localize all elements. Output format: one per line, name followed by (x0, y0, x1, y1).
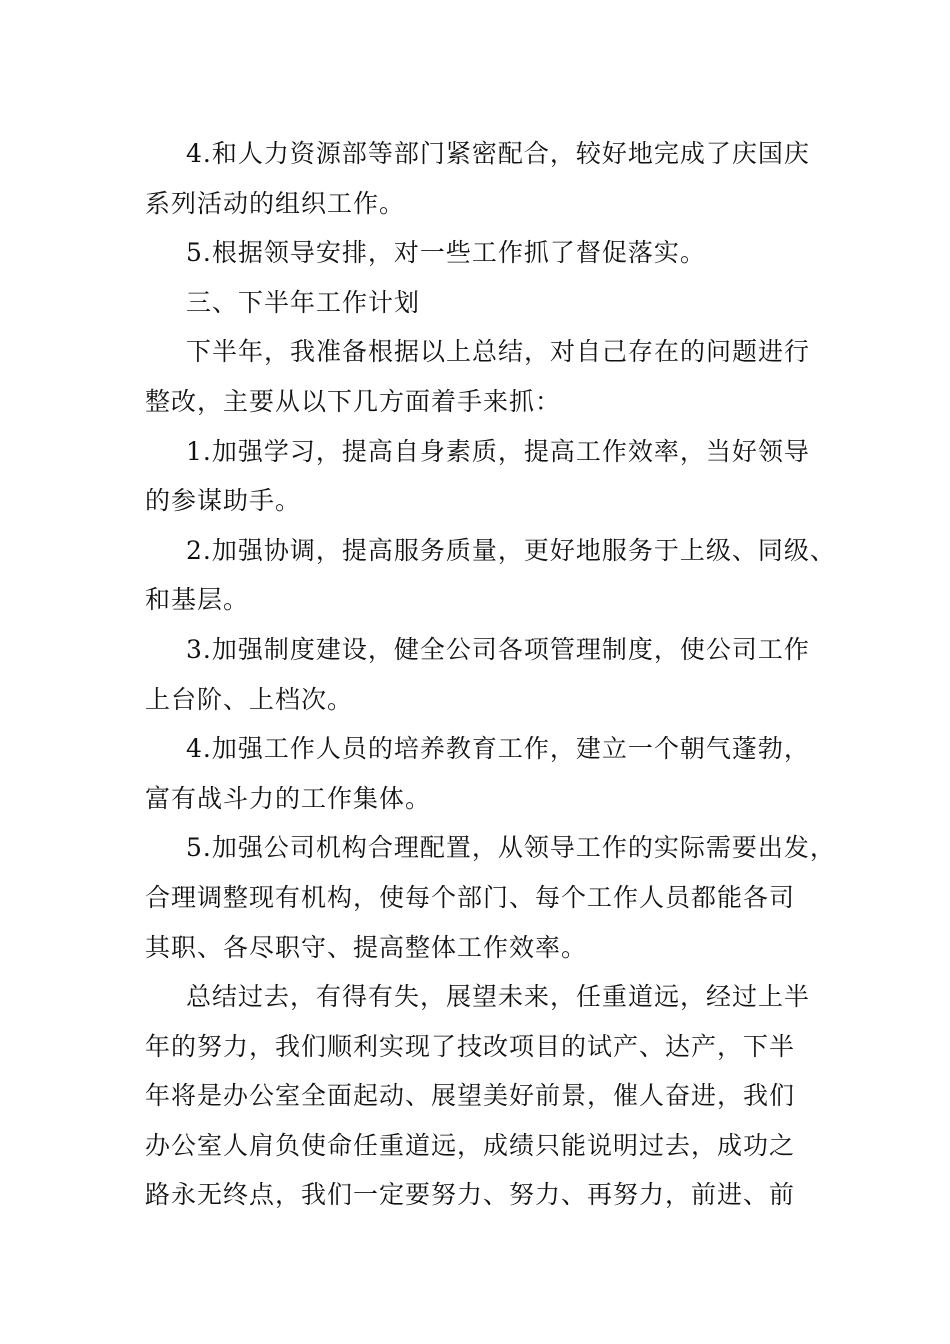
paragraph-line: 其职、各尽职守、提高整体工作效率。 (145, 932, 588, 962)
paragraph-line: 年将是办公室全面起动、展望美好前景，催人奋进，我们 (145, 1081, 796, 1111)
paragraph-line: 5.根据领导安排，对一些工作抓了督促落实。 (186, 238, 706, 268)
paragraph-line: 4.加强工作人员的培养教育工作，建立一个朝气蓬勃， (186, 734, 810, 764)
paragraph-line: 下半年，我准备根据以上总结，对自己存在的问题进行 (186, 337, 811, 367)
paragraph-line: 和基层。 (145, 585, 250, 615)
document-body (145, 129, 836, 1220)
paragraph-line: 富有战斗力的工作集体。 (145, 783, 432, 813)
section-heading: 三、下半年工作计划 (186, 287, 421, 317)
paragraph-line: 上台阶、上档次。 (145, 684, 354, 714)
paragraph-line: 总结过去，有得有失，展望未来，任重道远，经过上半 (186, 982, 811, 1012)
paragraph-line: 4.和人力资源部等部门紧密配合，较好地完成了庆国庆 (186, 139, 810, 168)
paragraph-line: 的参谋助手。 (145, 486, 302, 516)
paragraph-line: 路永无终点，我们一定要努力、努力、再努力，前进、前 (145, 1180, 796, 1210)
paragraph-line: 合理调整现有机构，使每个部门、每个工作人员都能各司 (145, 882, 796, 912)
paragraph-line: 年的努力，我们顺利实现了技改项目的试产、达产，下半 (145, 1031, 796, 1061)
paragraph-line: 3.加强制度建设，健全公司各项管理制度，使公司工作 (186, 634, 810, 664)
paragraph-line: 系列活动的组织工作。 (145, 188, 406, 218)
paragraph-line: 办公室人肩负使命任重道远，成绩只能说明过去，成功之 (145, 1130, 796, 1160)
paragraph-line: 5.加强公司机构合理配置，从领导工作的实际需要出发， (186, 833, 836, 863)
paragraph-line: 1.加强学习，提高自身素质，提高工作效率，当好领导 (186, 436, 810, 466)
paragraph-line: 整改，主要从以下几方面着手来抓： (145, 386, 562, 416)
paragraph-line: 2.加强协调，提高服务质量，更好地服务于上级、同级、 (186, 535, 836, 565)
